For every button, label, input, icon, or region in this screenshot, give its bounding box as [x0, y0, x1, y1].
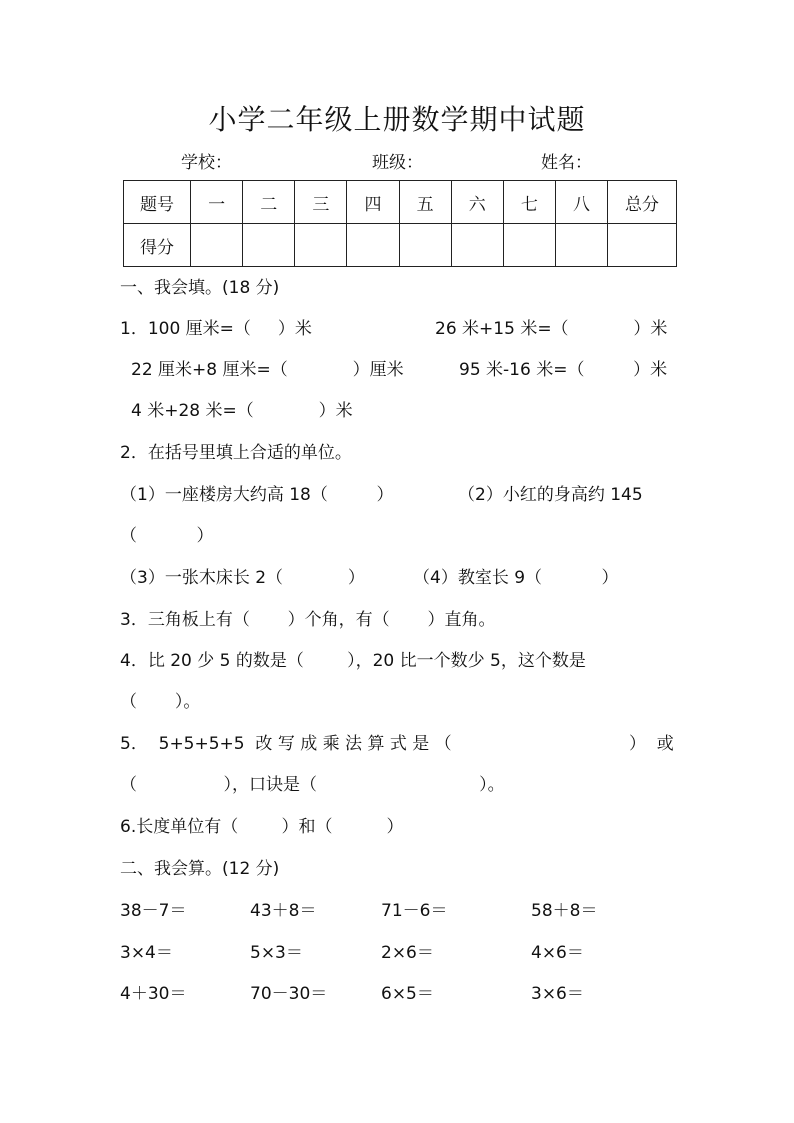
- score-cell[interactable]: [191, 224, 243, 267]
- section-two-heading: 二、我会算。(12 分): [120, 859, 280, 879]
- question-2-3: （3）一张木床长 2（ ）: [120, 568, 365, 588]
- question-4-cont: （ ）。: [120, 692, 201, 712]
- calc-item: 70－30＝: [250, 984, 328, 1004]
- score-cell[interactable]: [608, 224, 677, 267]
- table-row: [124, 224, 677, 267]
- table-header-cell: 一: [191, 181, 243, 224]
- table-row: [124, 181, 677, 224]
- page-title: 小学二年级上册数学期中试题: [208, 103, 586, 136]
- question-5-cont: （ ），口诀是（ ）。: [120, 775, 505, 795]
- table-header-cell: 六: [451, 181, 503, 224]
- name-label: 姓名：: [541, 153, 592, 173]
- question-2: 2．在括号里填上合适的单位。: [120, 443, 352, 463]
- question-1c: 22 厘米+8 厘米=（ ）厘米: [131, 360, 404, 380]
- question-4: 4．比 20 少 5 的数是（ ），20 比一个数少 5，这个数是: [120, 651, 586, 671]
- table-header-cell: 五: [399, 181, 451, 224]
- school-label: 学校：: [181, 153, 232, 173]
- calc-item: 4×6＝: [531, 943, 584, 963]
- score-cell[interactable]: [243, 224, 295, 267]
- calc-item: 3×6＝: [531, 984, 584, 1004]
- score-cell[interactable]: [295, 224, 347, 267]
- calc-item: 3×4＝: [120, 943, 173, 963]
- calc-item: 38－7＝: [120, 901, 187, 921]
- question-1b: 26 米+15 米=（ ）米: [435, 319, 668, 339]
- score-cell[interactable]: [451, 224, 503, 267]
- calc-item: 5×3＝: [250, 943, 303, 963]
- table-header-cell: 总分: [608, 181, 677, 224]
- section-one-heading: 一、我会填。(18 分): [120, 278, 280, 298]
- table-header-cell: 三: [295, 181, 347, 224]
- calc-item: 6×5＝: [381, 984, 434, 1004]
- question-1d: 95 米-16 米=（ ）米: [459, 360, 668, 380]
- score-cell[interactable]: [347, 224, 399, 267]
- question-2-2: （2）小红的身高约 145: [458, 485, 643, 505]
- question-1a: 1．100 厘米=（ ）米: [120, 319, 312, 339]
- table-header-cell: 七: [503, 181, 555, 224]
- question-2-1: （1）一座楼房大约高 18（ ）: [120, 485, 394, 505]
- class-label: 班级：: [372, 153, 423, 173]
- question-1e: 4 米+28 米=（ ）米: [131, 401, 353, 421]
- table-header-cell: 二: [243, 181, 295, 224]
- score-label-cell: 得分: [124, 224, 191, 267]
- calc-item: 4＋30＝: [120, 984, 187, 1004]
- question-6: 6.长度单位有（ ）和（ ）: [120, 817, 404, 837]
- question-5-or: ） 或: [629, 734, 674, 754]
- table-header-cell: 八: [555, 181, 607, 224]
- calc-item: 71－6＝: [381, 901, 448, 921]
- question-2-2-answer: （ ）: [120, 526, 214, 546]
- calc-item: 58＋8＝: [531, 901, 598, 921]
- question-3: 3．三角板上有（ ）个角，有（ ）直角。: [120, 610, 496, 630]
- calc-item: 2×6＝: [381, 943, 434, 963]
- score-cell[interactable]: [399, 224, 451, 267]
- table-header-cell: 题号: [124, 181, 191, 224]
- calc-item: 43＋8＝: [250, 901, 317, 921]
- question-2-4: （4）教室长 9（ ）: [413, 568, 619, 588]
- score-table: [123, 180, 677, 267]
- question-5: 5． 5+5+5+5 改 写 成 乘 法 算 式 是 （: [120, 734, 452, 754]
- score-cell[interactable]: [503, 224, 555, 267]
- score-cell[interactable]: [555, 224, 607, 267]
- table-header-cell: 四: [347, 181, 399, 224]
